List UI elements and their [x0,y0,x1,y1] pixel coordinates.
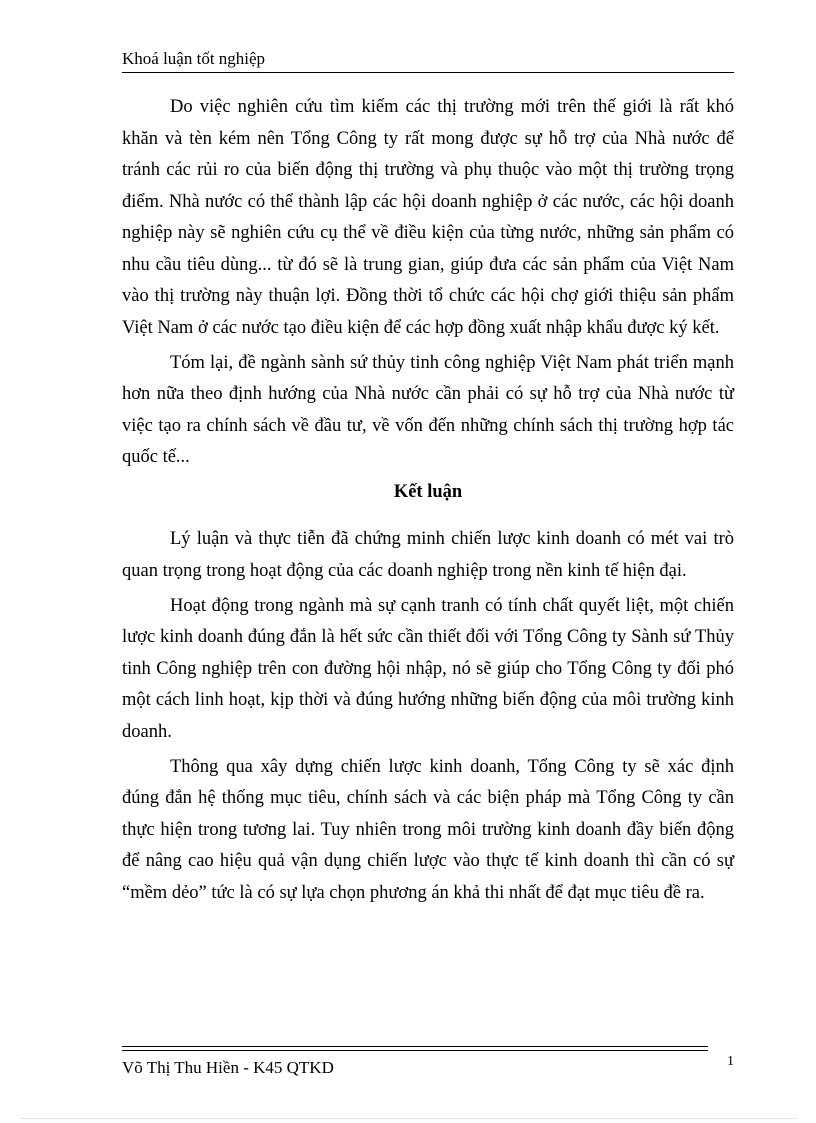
body-paragraph: Lý luận và thực tiễn đã chứng minh chiến lược kinh doanh có mét vai trò quan trọng trong hoạt động của các doanh nghiệp trong nền kinh tế hiện đại. [122,529,734,581]
body-paragraph: Hoạt động trong ngành mà sự cạnh tranh có tính chất quyết liệt, một chiến lược kinh doanh đúng đắn là hết sức cần thiết đối với Tổng Công ty Sành sứ Thủy tinh Công nghiệp trên con đường hội nhập, nó sẽ giúp cho Tổng Công ty đối phó một cách linh hoạt, kịp thời và đúng hướng những biến động của môi trường kinh doanh. [122,595,734,742]
document-body [122,92,734,913]
footer-author: Võ Thị Thu Hiền - K45 QTKD [122,1058,334,1077]
page-footer [122,1046,734,1079]
page-edge-divider [20,1118,796,1119]
page-header [122,48,734,73]
section-title: Kết luận [393,482,463,502]
header-rule [122,72,734,73]
body-paragraph: Thông qua xây dựng chiến lược kinh doanh, Tổng Công ty sẽ xác định đúng đắn hệ thống mục tiêu, chính sách và các biện pháp mà Tổng Công ty cần thực hiện trong tương lai. Tuy nhiên trong môi trường kinh doanh đầy biến động để nâng cao hiệu quả vận dụng chiến lược vào thực tế kinh doanh thì cần có sự “mềm dẻo” tức là có sự lựa chọn phương án khả thi nhất để đạt mục tiêu đề ra. [122,756,734,903]
body-paragraph: Tóm lại, đề ngành sành sứ thủy tinh công nghiệp Việt Nam phát triển mạnh hơn nữa theo định hướng của Nhà nước cần phải có sự hỗ trợ của Nhà nước từ việc tạo ra chính sách về đầu tư, về vốn đến những chính sách thị trường hợp tác quốc tế... [122,352,734,467]
body-paragraph: Do việc nghiên cứu tìm kiếm các thị trường mới trên thế giới là rất khó khăn và tèn kém nên Tổng Công ty rất mong được sự hỗ trợ của Nhà nước để tránh các rủi ro của biến động thị trường và phụ thuộc vào một thị trường trọng điểm. Nhà nước có thể thành lập các hội doanh nghiệp ở các nước, các hội doanh nghiệp này sẽ nghiên cứu cụ thể về điều kiện của từng nước, những sản phẩm có nhu cầu tiêu dùng... từ đó sẽ là trung gian, giúp đưa các sản phẩm của Việt Nam vào thị trường này thuận lợi. Đồng thời tổ chức các hội chợ giới thiệu sản phẩm Việt Nam ở các nước tạo điều kiện để các hợp đồng xuất nhập khẩu được ký kết. [122,97,734,338]
header-title: Khoá luận tốt nghiệp [122,49,266,68]
page-number: 1 [727,1054,734,1069]
footer-rule [122,1046,708,1051]
